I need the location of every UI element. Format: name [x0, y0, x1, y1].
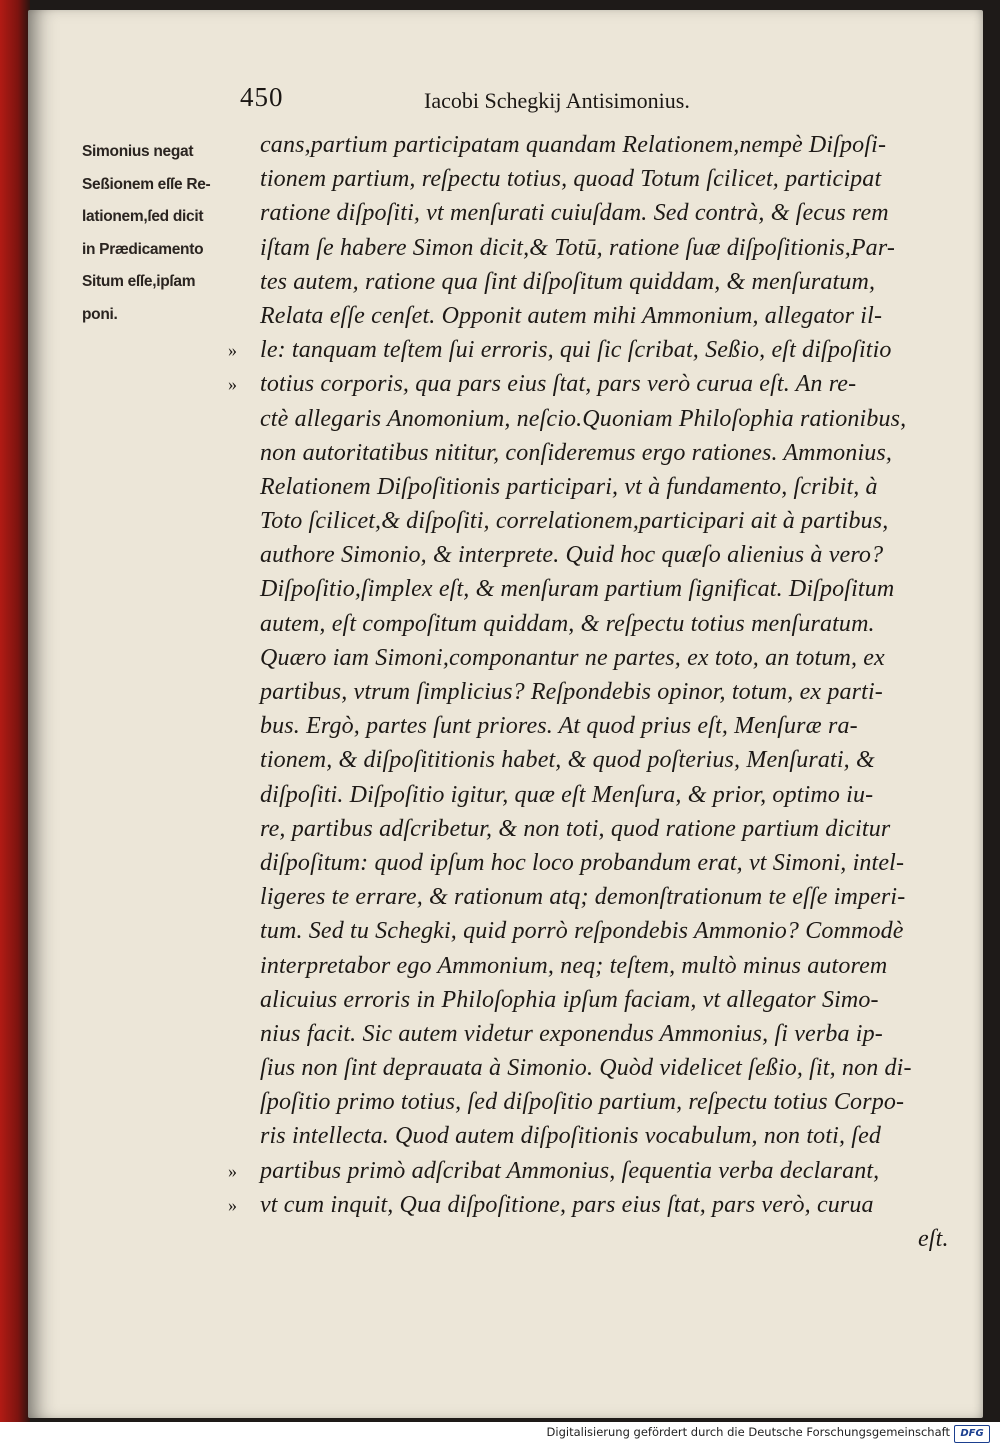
text-line-content: ris intellecta. Quod autem diſpoſitionis vocabulum, non toti, ſed — [260, 1123, 882, 1150]
text-line — [228, 299, 968, 333]
text-line — [228, 709, 968, 743]
quote-mark: » — [228, 1194, 238, 1215]
text-line-content: tionem partium, reſpectu totius, quoad Totum ſcilicet, participat — [260, 166, 882, 193]
text-line — [228, 572, 968, 606]
text-line-content: diſpoſitum: quod ipſum hoc loco probandum erat, vt Simoni, intel- — [260, 849, 905, 876]
text-line-content: bus. Ergò, partes ſunt priores. At quod prius eſt, Menſuræ ra- — [260, 713, 858, 740]
text-line — [228, 846, 968, 880]
text-line-content: alicuius erroris in Philoſophia ipſum faciam, vt allegator Simo- — [260, 986, 879, 1013]
text-line-content: Relata eſſe cenſet. Opponit autem mihi Ammonium, allegator il- — [260, 302, 883, 329]
margin-note — [82, 136, 252, 331]
text-line — [228, 196, 968, 230]
text-line-content: partibus, vtrum ſimplicius? Reſpondebis opinor, totum, ex parti- — [260, 679, 883, 705]
quote-mark: » — [228, 1160, 238, 1181]
margin-note-line: in Prædicamento — [82, 240, 204, 258]
text-line-content: autem, eſt compoſitum quiddam, & reſpectu totius menſuratum. — [260, 610, 875, 637]
body-text — [228, 128, 968, 1256]
book-spine — [0, 0, 30, 1422]
text-line-content: tes autem, ratione qua ſint diſpoſitum quiddam, & menſuratum, — [260, 268, 876, 295]
text-line-content: non autoritatibus nititur, conſideremus ergo rationes. Ammonius, — [260, 439, 893, 466]
text-line-content: Quæro iam Simoni,componantur ne partes, ex toto, an totum, ex — [260, 644, 885, 671]
text-line — [228, 231, 968, 265]
text-line — [228, 1017, 968, 1051]
text-line — [228, 1085, 968, 1119]
text-line — [228, 128, 968, 162]
text-line — [228, 641, 968, 675]
text-line — [228, 812, 968, 846]
text-line — [228, 675, 968, 709]
text-line — [228, 743, 968, 777]
page-header — [240, 82, 960, 122]
text-line-content: ligeres te errare, & rationum atq; demonſtrationum te eſſe imperi- — [260, 884, 906, 911]
text-line-content: vt cum inquit, Qua diſpoſitione, pars eius ſtat, pars verò, curua — [260, 1191, 874, 1218]
text-line-content: ſpoſitio primo totius, ſed diſpoſitio partium, reſpectu totius Corpo- — [260, 1089, 905, 1116]
text-line-content: cans,partium participatam quandam Relationem,nempè Diſpoſi- — [260, 132, 887, 158]
margin-note-line: Simonius negat — [82, 143, 194, 160]
text-line — [228, 1188, 968, 1222]
page-number: 450 — [240, 82, 284, 112]
text-line-content: ratione diſpoſiti, vt menſurati cuiuſdam. Sed contrà, & ſecus rem — [260, 200, 889, 227]
text-line-content: tionem, & diſpoſititionis habet, & quod poſterius, Menſurati, & — [260, 747, 875, 774]
quote-mark: » — [228, 340, 238, 361]
text-line — [228, 470, 968, 504]
margin-note-line: poni. — [82, 305, 118, 323]
text-line-content: eſt. — [918, 1226, 949, 1252]
text-line — [228, 333, 968, 367]
text-line — [228, 607, 968, 641]
text-line — [228, 162, 968, 196]
text-line-content: iſtam ſe habere Simon dicit,& Totū, ratione ſuæ diſpoſitionis,Par- — [260, 234, 895, 261]
footer-credit: Digitalisierung gefördert durch die Deutsche Forschungsgemeinschaft — [546, 1425, 950, 1439]
text-line — [228, 504, 968, 538]
text-line — [228, 436, 968, 470]
dfg-logo: DFG — [954, 1425, 990, 1443]
text-line-content: Diſpoſitio,ſimplex eſt, & menſuram partium ſignificat. Diſpoſitum — [260, 576, 895, 603]
text-line-content: re, partibus adſcribetur, & non toti, quod ratione partium dicitur — [260, 815, 891, 842]
text-line — [228, 1119, 968, 1153]
text-line-content: le: tanquam teſtem ſui erroris, qui ſic ſcribat, Seßio, eſt diſpoſitio — [260, 337, 892, 364]
margin-note-line: Seßionem eſſe Re- — [82, 175, 211, 193]
text-line-content: interpretabor ego Ammonium, neq; teſtem, multò minus autorem — [260, 952, 888, 979]
margin-note-line: Situm eſſe,ipſam — [82, 273, 196, 290]
text-line-content: Relationem Diſpoſitionis participari, vt à fundamento, ſcribit, à — [260, 473, 878, 500]
running-title: Iacobi Schegkij Antisimonius. — [424, 88, 690, 113]
margin-note-line: lationem,ſed dicit — [82, 208, 204, 225]
text-line — [228, 983, 968, 1017]
text-line-content: Toto ſcilicet,& diſpoſiti, correlationem,participari ait à partibus, — [260, 508, 889, 535]
text-line — [228, 265, 968, 299]
text-line-content: ſius non ſint deprauata à Simonio. Quòd videlicet ſeßio, ſit, non di- — [260, 1055, 912, 1082]
text-line — [228, 914, 968, 948]
text-line — [228, 1222, 968, 1256]
text-line — [228, 880, 968, 914]
text-line — [228, 778, 968, 812]
text-line-content: diſpoſiti. Diſpoſitio igitur, quæ eſt Menſura, & prior, optimo iu- — [260, 781, 874, 808]
text-line — [228, 1154, 968, 1188]
footer-bar — [0, 1422, 1000, 1445]
text-line-content: nius facit. Sic autem videtur exponendus Ammonius, ſi verba ip- — [260, 1020, 883, 1047]
text-line — [228, 402, 968, 436]
text-line — [228, 1051, 968, 1085]
text-line-content: tum. Sed tu Schegki, quid porrò reſpondebis Ammonio? Commodè — [260, 918, 904, 945]
text-line-content: partibus primò adſcribat Ammonius, ſequentia verba declarant, — [260, 1157, 880, 1184]
text-line — [228, 949, 968, 983]
quote-mark: » — [228, 374, 238, 395]
text-line-content: authore Simonio, & interprete. Quid hoc quæſo alienius à vero? — [260, 542, 884, 569]
text-line-content: ctè allegaris Anomonium, neſcio.Quoniam Philoſophia rationibus, — [260, 405, 907, 432]
text-line-content: totius corporis, qua pars eius ſtat, pars verò curua eſt. An re- — [260, 371, 857, 398]
text-line — [228, 538, 968, 572]
text-line — [228, 367, 968, 401]
